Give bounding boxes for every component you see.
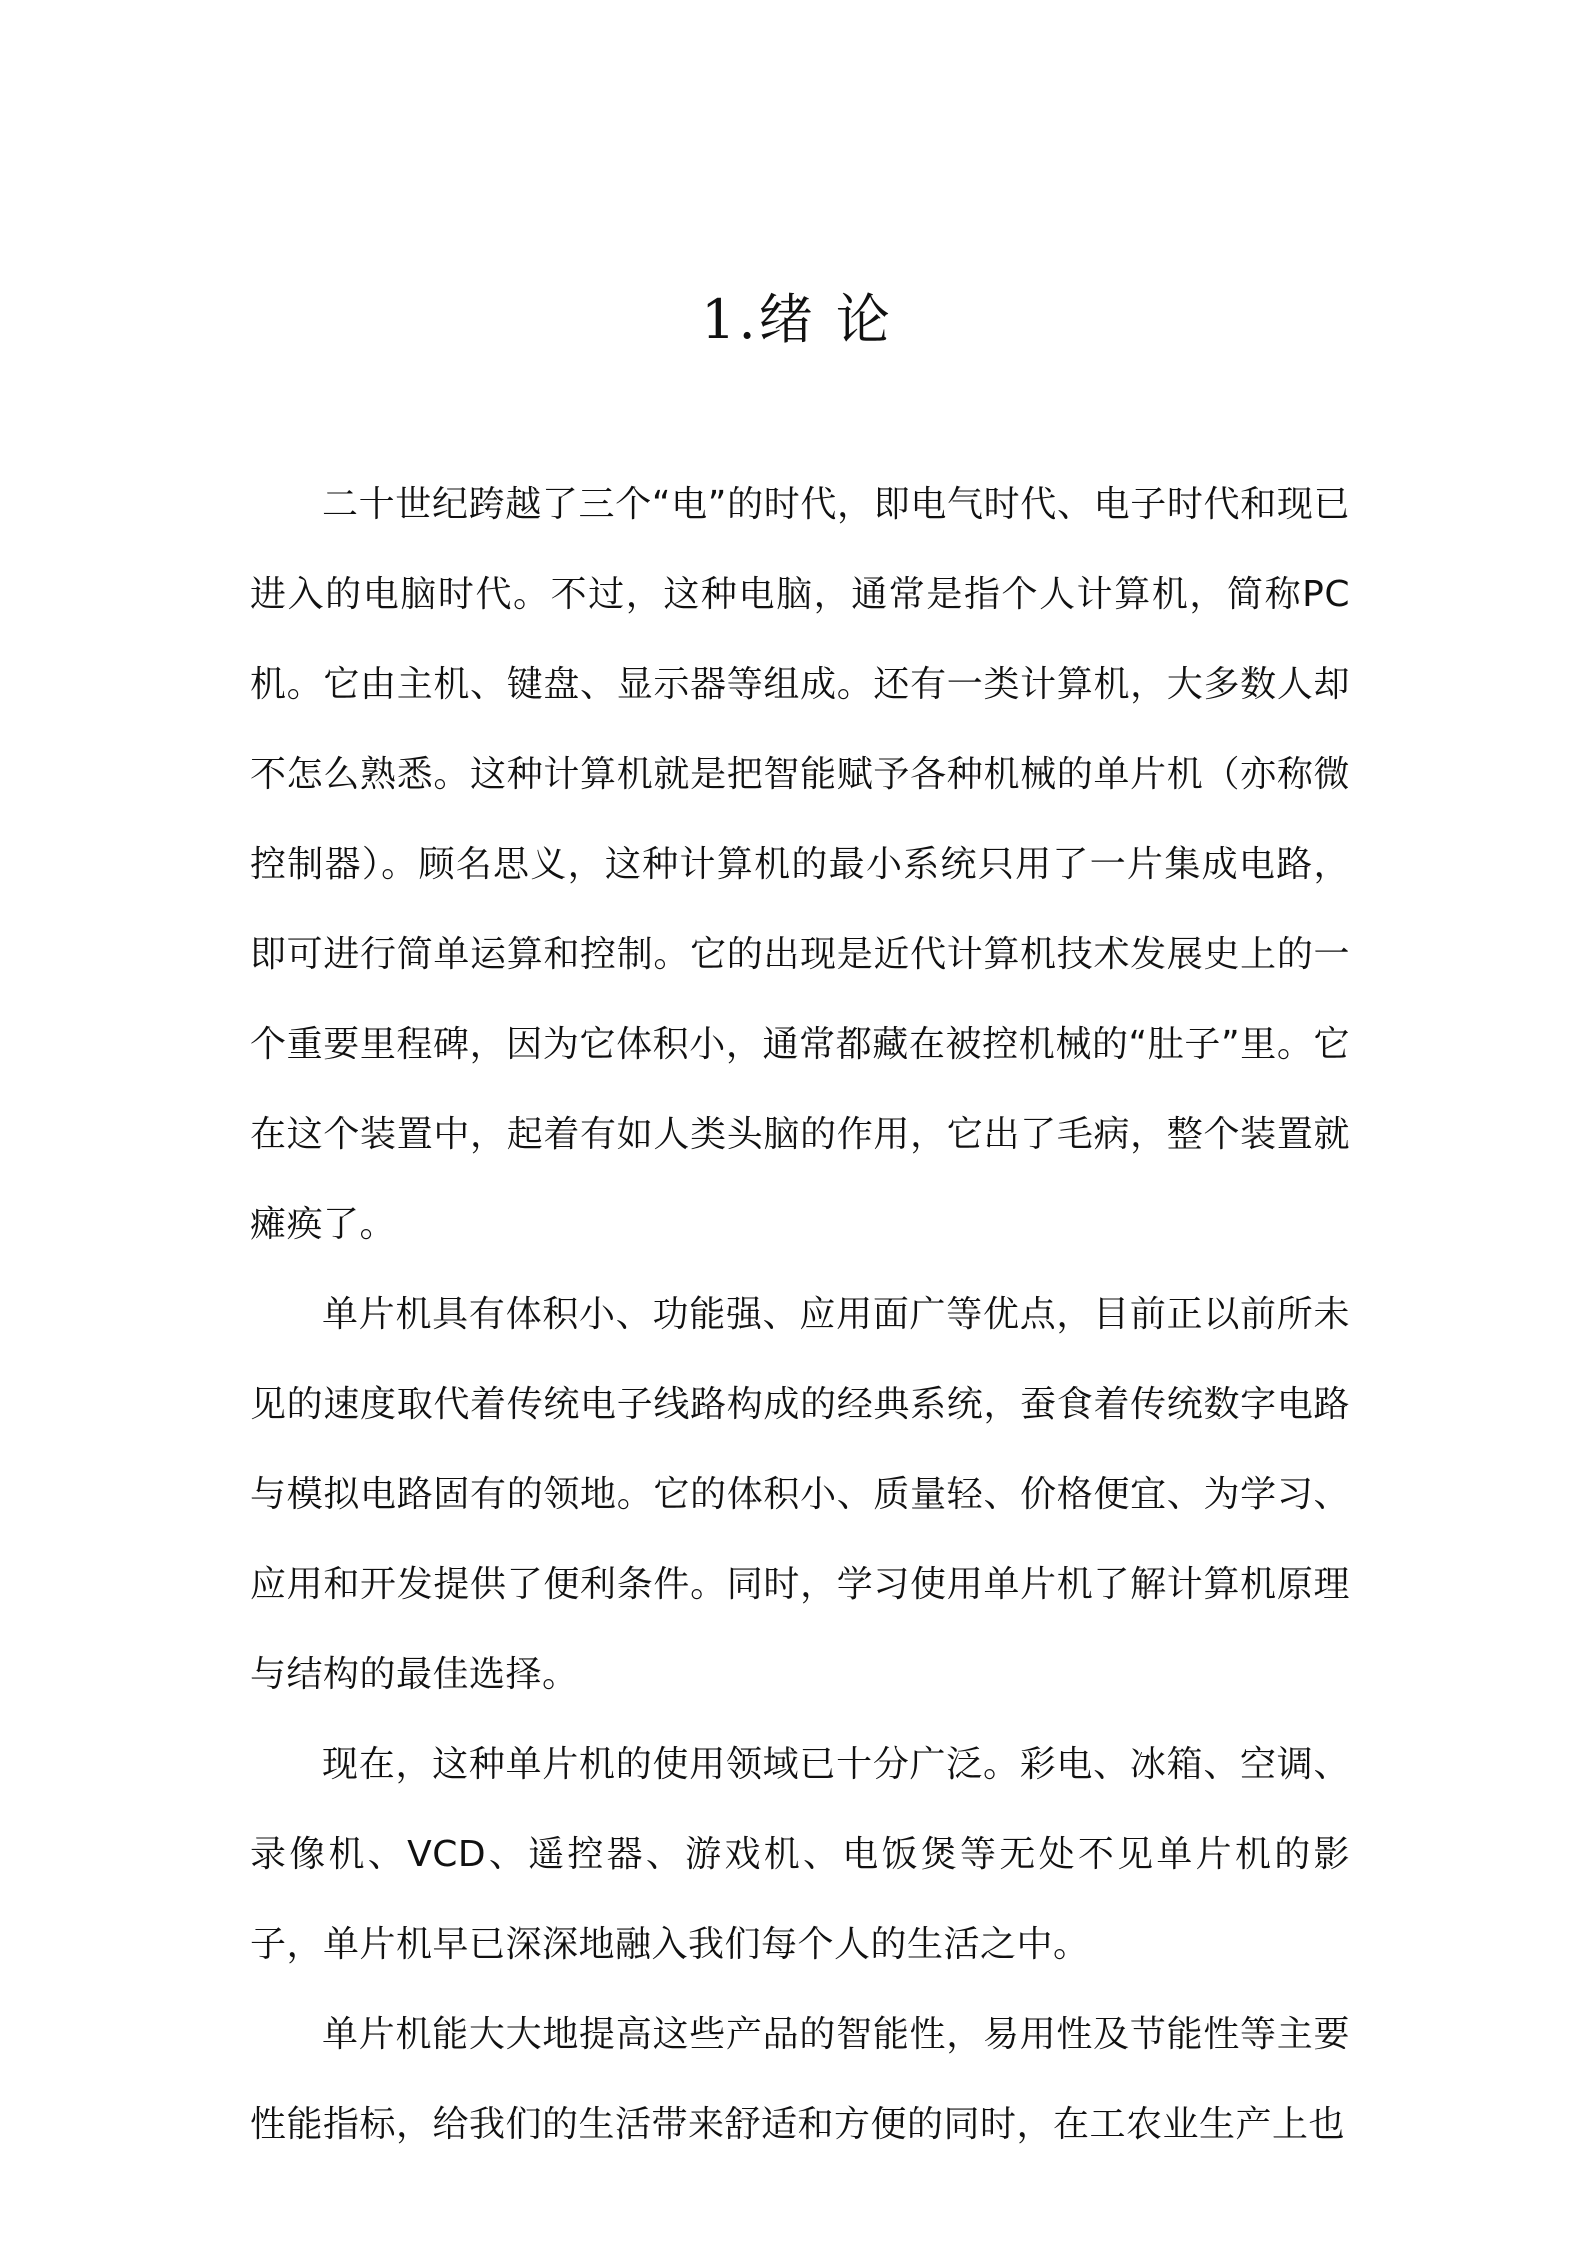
paragraph-2: 单片机具有体积小、功能强、应用面广等优点，目前正以前所未见的速度取代着传统电子线路构成的经典系统，蚕食着传统数字电路与模拟电路固有的领地。它的体积小、质量轻、价格便宜、为学习、应用和开发提供了便利条件。同时，学习使用单片机了解计算机原理与结构的最佳选择。	[250, 1294, 1350, 1695]
paragraph-4: 单片机能大大地提高这些产品的智能性，易用性及节能性等主要性能指标，给我们的生活带来舒适和方便的同时，在工农业生产上也	[250, 2014, 1350, 2145]
paragraph-1: 二十世纪跨越了三个“电”的时代，即电气时代、电子时代和现已进入的电脑时代。不过，这种电脑，通常是指个人计算机，简称PC 机。它由主机、键盘、显示器等组成。还有一类计算机，大多数人却不怎么熟悉。这种计算机就是把智能赋予各种机械的单片机（亦称微控制器）。顾名思义，这种计算机的最小系统只用了一片集成电路，即可进行简单运算和控制。它的出现是近代计算机技术发展史上的一个重要里程碑，因为它体积小，通常都藏在被控机械的“肚子”里。它在这个装置中，起着有如人类头脑的作用，它出了毛病，整个装置就瘫痪了。	[250, 484, 1350, 1245]
chapter-title: 1.绪 论	[701, 288, 893, 351]
document-body	[250, 460, 1350, 2170]
paragraph-3: 现在，这种单片机的使用领域已十分广泛。彩电、冰箱、空调、录像机、VCD、遥控器、游戏机、电饭煲等无处不见单片机的影子，单片机早已深深地融入我们每个人的生活之中。	[250, 1744, 1350, 1965]
